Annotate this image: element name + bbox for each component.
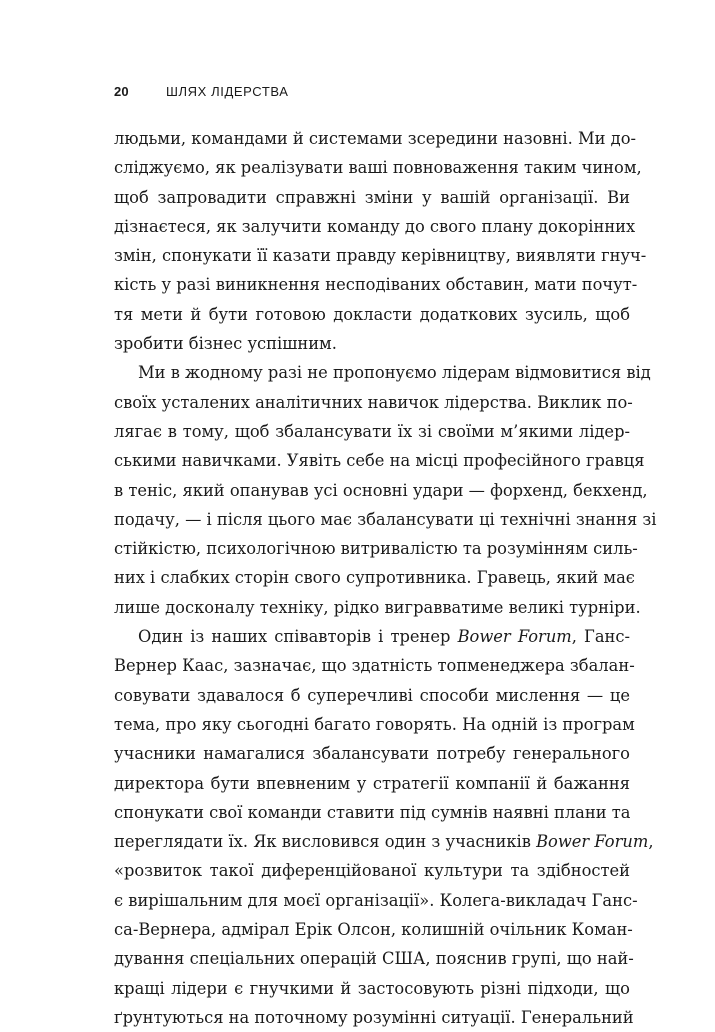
- text-line: них і слабких сторін свого супротивника. Гравець, який має: [114, 568, 635, 588]
- text-line: кість у разі виникнення несподіваних обставин, мати почут-: [114, 275, 638, 295]
- text-line: кращі лідери є гнучкими й застосовують різні підходи, що: [114, 978, 630, 998]
- text-line: лише досконалу техніку, рідко вигравватиме великі турніри.: [114, 597, 641, 617]
- running-title: ШЛЯХ ЛІДЕРСТВА: [166, 83, 289, 99]
- paragraph: [114, 358, 657, 622]
- running-head: [114, 81, 288, 101]
- text-line: є вирішальним для моєї організації». Колега-викладач Ганс-: [114, 890, 638, 910]
- page-number: 20: [114, 83, 129, 99]
- text-line: дізнаєтеся, як залучити команду до свого плану докорінних: [114, 216, 636, 236]
- text-line: переглядати їх. Як висловився один з учасників Bower Forum,: [114, 832, 654, 852]
- text-line: сліджуємо, як реалізувати ваші повноваження таким чином,: [114, 158, 642, 178]
- text-line: стійкістю, психологічною витривалістю та розумінням силь-: [114, 539, 638, 559]
- text-line: Один із наших співавторів і тренер Bower Forum, Ганс-: [138, 627, 630, 647]
- text-line: ськими навичками. Уявіть себе на місці професійного гравця: [114, 451, 645, 471]
- paragraph: [114, 622, 654, 1032]
- text-line: своїх усталених аналітичних навичок лідерства. Виклик по-: [114, 392, 633, 412]
- text-line: подачу, — і після цього має збалансувати ці технічні знання зі: [114, 509, 657, 529]
- text-line: щоб запровадити справжні зміни у вашій організації. Ви: [114, 187, 630, 207]
- text-line: совувати здавалося б суперечливі способи мислення — це: [114, 685, 630, 705]
- paragraph: [114, 124, 647, 358]
- text-line: в теніс, який опанував усі основні удари — форхенд, бекхенд,: [114, 480, 648, 500]
- text-line: змін, спонукати її казати правду керівництву, виявляти гнуч-: [114, 246, 647, 266]
- text-line: «розвиток такої диференційованої культури та здібностей: [114, 861, 630, 881]
- text-line: тя мети й бути готовою докласти додаткових зусиль, щоб: [114, 304, 630, 324]
- text-line: зробити бізнес успішним.: [114, 334, 337, 354]
- text-line: лягає в тому, щоб збалансувати їх зі своїми м’якими лідер-: [114, 421, 630, 441]
- text-line: дування спеціальних операцій США, пояснив групі, що най-: [114, 949, 634, 969]
- text-line: спонукати свої команди ставити під сумнів наявні плани та: [114, 802, 631, 822]
- text-line: са-Вернера, адмірал Ерік Олсон, колишній очільник Коман-: [114, 920, 633, 940]
- text-line: тема, про яку сьогодні багато говорять. На одній із програм: [114, 714, 635, 734]
- text-line: людьми, командами й системами зсередини назовні. Ми до-: [114, 129, 637, 148]
- text-line: Вернер Каас, зазначає, що здатність топменеджера збалан-: [114, 656, 635, 676]
- text-line: ґрунтуються на поточному розумінні ситуації. Генеральний: [114, 1007, 634, 1027]
- text-line: директора бути впевненим у стратегії компанії й бажання: [114, 773, 630, 793]
- body-text: [114, 124, 657, 1032]
- text-line: учасники намагалися збалансувати потребу генерального: [114, 744, 630, 764]
- text-line: Ми в жодному разі не пропонуємо лідерам відмовитися від: [138, 363, 651, 383]
